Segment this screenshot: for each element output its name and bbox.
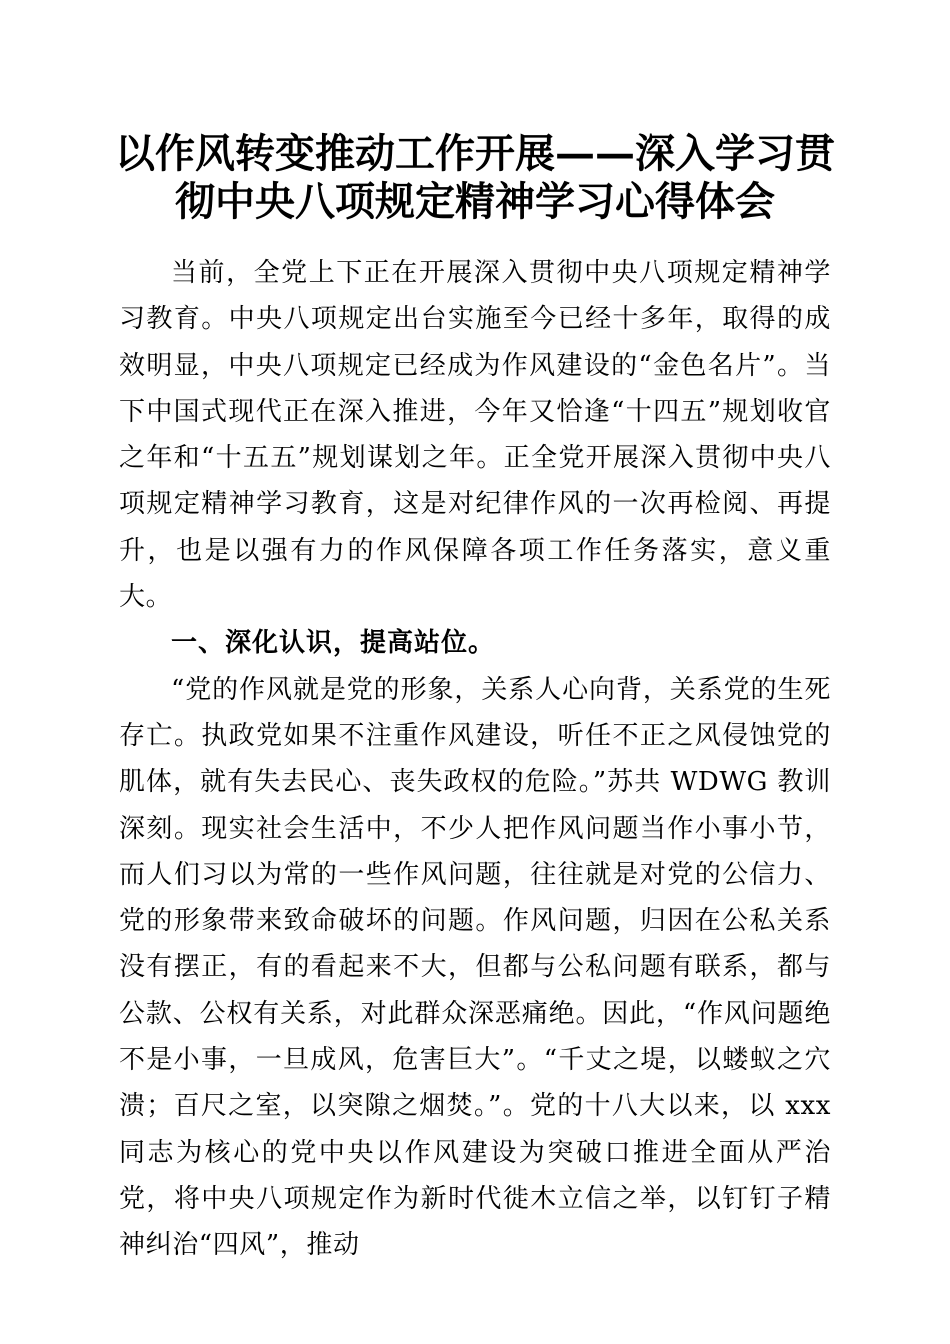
intro-paragraph: 当前，全党上下正在开展深入贯彻中央八项规定精神学习教育。中央八项规定出台实施至今已经十多年，取得的成效明显，中央八项规定已经成为作风建设的“金色名片”。当下中国式现代正在深入推进，今年又恰逢“十四五”规划收官之年和“十五五”规划谋划之年。正全党开展深入贯彻中央八项规定精神学习教育，这是对纪律作风的一次再检阅、再提升，也是以强有力的作风保障各项工作任务落实，意义重大。 bbox=[119, 258, 831, 613]
body-paragraph: “党的作风就是党的形象，关系人心向背，关系党的生死存亡。执政党如果不注重作风建设，听任不正之风侵蚀党的肌体，就有失去民心、丧失政权的危险。”苏共 WDWG 教训深刻。现实社会生活中，不少人把作风问题当作小事小节，而人们习以为常的一些作风问题，往往就是对党的公信力、党的形象带来致命破坏的问题。作风问题，归因在公私关系没有摆正，有的看起来不大，但都与公私问题有联系，都与公款、公权有关系，对此群众深恶痛绝。因此，“作风问题绝不是小事，一旦成风，危害巨大”。“千丈之堤，以蝼蚁之穴溃；百尺之室，以突隙之烟焚。”。党的十八大以来，以 xxx 同志为核心的党中央以作风建设为突破口推进全面从严治党，将中央八项规定作为新时代徙木立信之举，以钉钉子精神纠治“四风”，推动 bbox=[119, 674, 831, 1261]
document-body bbox=[119, 250, 831, 1269]
document-title: 以作风转变推动工作开展——深入学习贯彻中央八项规定精神学习心得体会 bbox=[115, 130, 835, 225]
section-heading: 一、深化认识，提高站位。 bbox=[171, 628, 496, 659]
